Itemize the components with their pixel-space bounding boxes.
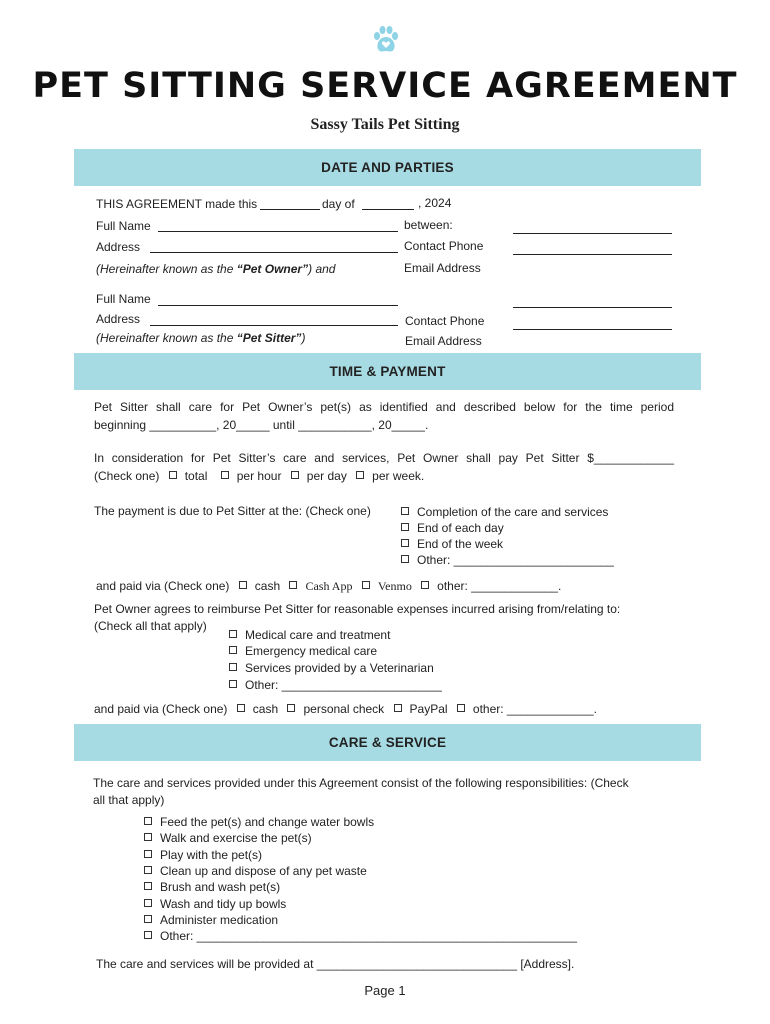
sitter-address-field[interactable] xyxy=(150,325,398,326)
owner-full-name-field[interactable] xyxy=(158,231,398,232)
list-item[interactable]: Feed the pet(s) and change water bowls xyxy=(144,814,374,830)
checkbox-icon[interactable] xyxy=(401,539,409,547)
checkbox-icon[interactable] xyxy=(289,581,297,589)
page-title: PET SITTING SERVICE AGREEMENT xyxy=(32,66,738,106)
rate-option-per-week: per week. xyxy=(372,468,425,483)
reimburse-line-2: (Check all that apply) xyxy=(94,619,207,633)
rate-option-total: total xyxy=(184,468,208,483)
agreement-made-label: THIS AGREEMENT made this xyxy=(96,197,258,211)
checkbox-icon[interactable] xyxy=(144,866,152,874)
list-item[interactable]: Walk and exercise the pet(s) xyxy=(144,830,312,846)
company-name: Sassy Tails Pet Sitting xyxy=(310,116,460,133)
section-header-date-parties: DATE AND PARTIES xyxy=(74,149,701,186)
checkbox-icon[interactable] xyxy=(144,850,152,858)
list-item[interactable]: Other: ________________________ xyxy=(401,552,614,568)
checkbox-icon[interactable] xyxy=(401,523,409,531)
checkbox-icon[interactable] xyxy=(287,704,295,712)
sitter-email-label: Email Address xyxy=(405,334,482,348)
checkbox-icon[interactable] xyxy=(362,581,370,589)
sitter-address-label: Address xyxy=(96,312,141,326)
owner-contact-phone-label: Contact Phone xyxy=(404,239,484,253)
payment-amount-paragraph: In consideration for Pet Sitter’s care and services, Pet Owner shall pay Pet Sitter $____________ (Check one) total per hour per day per week. xyxy=(94,451,674,483)
checkbox-icon[interactable] xyxy=(229,630,237,638)
sitter-full-name-label: Full Name xyxy=(96,292,151,306)
owner-between-field[interactable] xyxy=(513,233,672,234)
day-of-label: day of xyxy=(322,197,355,211)
month-field[interactable] xyxy=(362,209,414,210)
owner-address-field[interactable] xyxy=(150,252,398,253)
care-intro-line-1: The care and services provided under this Agreement consist of the following responsibilities: (Check xyxy=(93,776,629,790)
time-period-paragraph: Pet Sitter shall care for Pet Owner’s pet(s) as identified and described below for the time period beginning __________, 20_____ until ___________, 20_____. xyxy=(94,400,674,432)
list-item[interactable]: Services provided by a Veterinarian xyxy=(229,660,434,676)
owner-full-name-label: Full Name xyxy=(96,219,151,233)
sitter-full-name-field[interactable] xyxy=(158,305,398,306)
list-item[interactable]: Wash and tidy up bowls xyxy=(144,896,286,912)
service-address-line: The care and services will be provided at ______________________________ [Address]. xyxy=(96,957,575,971)
checkbox-icon[interactable] xyxy=(169,471,177,479)
list-item[interactable]: Clean up and dispose of any pet waste xyxy=(144,863,367,879)
list-item[interactable]: Emergency medical care xyxy=(229,643,377,659)
section-header-time-payment: TIME & PAYMENT xyxy=(74,353,701,390)
checkbox-icon[interactable] xyxy=(291,471,299,479)
checkbox-icon[interactable] xyxy=(144,882,152,890)
paw-heart-icon xyxy=(370,24,402,56)
section-header-care-service: CARE & SERVICE xyxy=(74,724,701,761)
checkbox-icon[interactable] xyxy=(394,704,402,712)
day-field[interactable] xyxy=(260,209,320,210)
rate-option-per-hour: per hour xyxy=(236,468,282,483)
list-item[interactable]: Other: _________________________________________________________ xyxy=(144,928,577,944)
payment-due-label: The payment is due to Pet Sitter at the: (Check one) xyxy=(94,504,371,518)
sitter-email-top-field[interactable] xyxy=(513,307,672,308)
list-item[interactable]: Administer medication xyxy=(144,912,278,928)
checkbox-icon[interactable] xyxy=(144,833,152,841)
rate-option-per-day: per day xyxy=(306,468,347,483)
page-number: Page 1 xyxy=(364,983,406,998)
checkbox-icon[interactable] xyxy=(229,663,237,671)
between-label: between: xyxy=(404,218,453,232)
checkbox-icon[interactable] xyxy=(239,581,247,589)
list-item[interactable]: Completion of the care and services xyxy=(401,504,608,520)
checkbox-icon[interactable] xyxy=(144,817,152,825)
list-item[interactable]: Other: ________________________ xyxy=(229,677,442,693)
owner-note: (Hereinafter known as the “Pet Owner”) and xyxy=(96,262,336,276)
list-item[interactable]: End of the week xyxy=(401,536,503,552)
owner-address-label: Address xyxy=(96,240,141,254)
checkbox-icon[interactable] xyxy=(229,680,237,688)
owner-email-label: Email Address xyxy=(404,261,481,275)
checkbox-icon[interactable] xyxy=(144,899,152,907)
checkbox-icon[interactable] xyxy=(221,471,229,479)
sitter-contact-phone-label: Contact Phone xyxy=(405,314,485,328)
checkbox-icon[interactable] xyxy=(401,507,409,515)
owner-contact-phone-field[interactable] xyxy=(513,254,672,255)
checkbox-icon[interactable] xyxy=(144,915,152,923)
list-item[interactable]: Play with the pet(s) xyxy=(144,847,262,863)
paid-via-row: and paid via (Check one) cash Cash App Venmo other: _____________. xyxy=(96,579,562,593)
sitter-note: (Hereinafter known as the “Pet Sitter”) xyxy=(96,331,306,345)
list-item[interactable]: Medical care and treatment xyxy=(229,627,390,643)
checkbox-icon[interactable] xyxy=(356,471,364,479)
checkbox-icon[interactable] xyxy=(144,931,152,939)
paid-via-row-2: and paid via (Check one) cash personal check PayPal other: _____________. xyxy=(94,702,598,716)
reimburse-line-1: Pet Owner agrees to reimburse Pet Sitter for reasonable expenses incurred arising from/relating to: xyxy=(94,602,621,616)
checkbox-icon[interactable] xyxy=(457,704,465,712)
list-item[interactable]: End of each day xyxy=(401,520,504,536)
checkbox-icon[interactable] xyxy=(229,646,237,654)
care-intro-line-2: all that apply) xyxy=(93,793,165,807)
checkbox-icon[interactable] xyxy=(421,581,429,589)
checkbox-icon[interactable] xyxy=(237,704,245,712)
year-label: , 2024 xyxy=(418,196,452,210)
checkbox-icon[interactable] xyxy=(401,555,409,563)
sitter-contact-phone-field[interactable] xyxy=(513,329,672,330)
list-item[interactable]: Brush and wash pet(s) xyxy=(144,879,280,895)
